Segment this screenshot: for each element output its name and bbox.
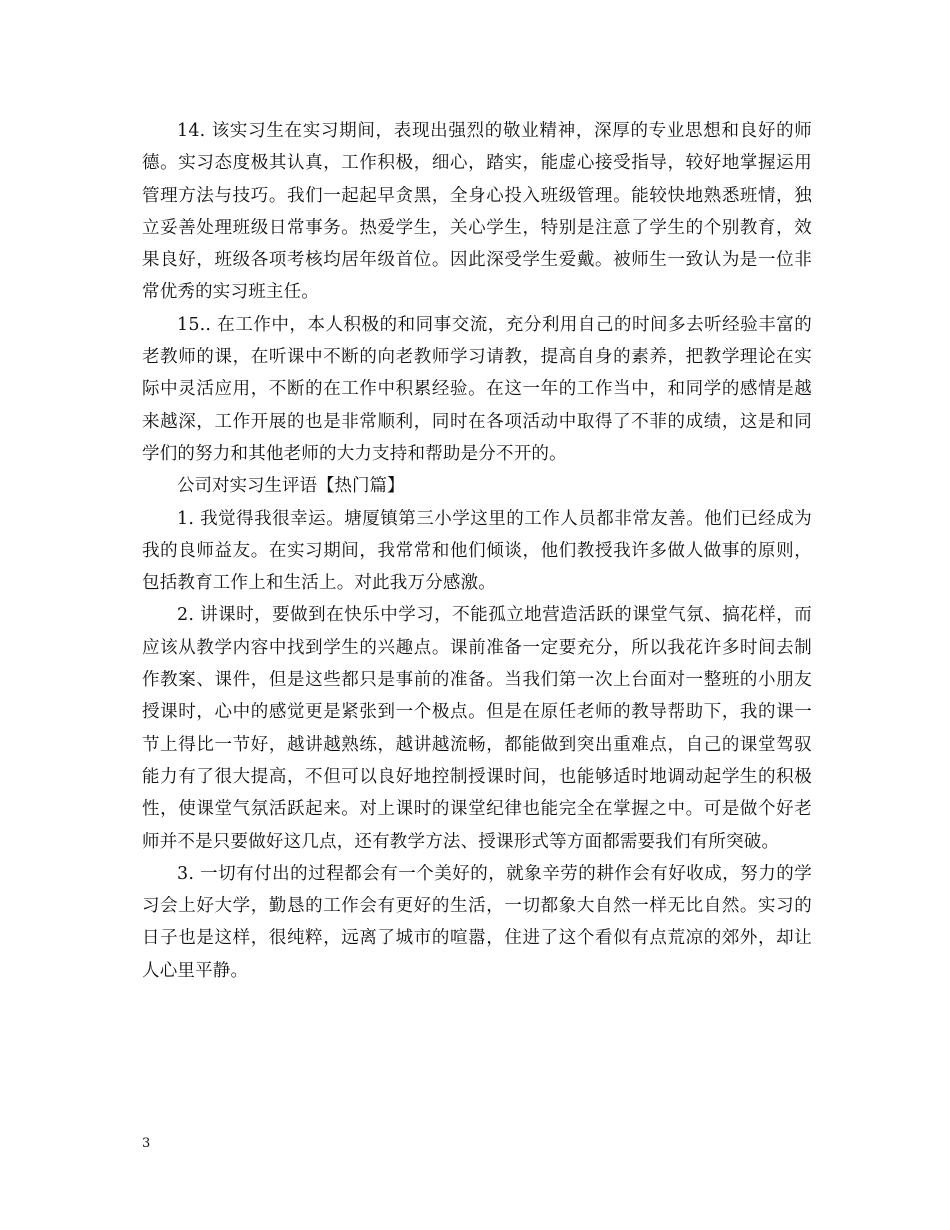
page-number: 3 [142,1136,151,1151]
document-body [142,115,812,987]
paragraph-15: 15.. 在工作中，本人积极的和同事交流，充分利用自己的时间多去听经验丰富的老教师的课，在听课中不断的向老教师学习请教，提高自身的素养，把教学理论在实际中灵活应用，不断的在工作中积累经验。在这一年的工作当中，和同学的感情是越来越深，工作开展的也是非常顺利，同时在各项活动中取得了不菲的成绩，这是和同学们的努力和其他老师的大力支持和帮助是分不开的。 [142,314,812,464]
paragraph-3: 3. 一切有付出的过程都会有一个美好的，就象辛劳的耕作会有好收成，努力的学习会上好大学，勤恳的工作会有更好的生活，一切都象大自然一样无比自然。实习的日子也是这样，很纯粹，远离了城市的喧嚣，住进了这个看似有点荒凉的郊外，却让人心里平静。 [142,863,812,981]
paragraph-1: 1. 我觉得我很幸运。塘厦镇第三小学这里的工作人员都非常友善。他们已经成为我的良师益友。在实习期间，我常常和他们倾谈，他们教授我许多做人做事的原则，包括教育工作上和生活上。对此我万分感激。 [142,508,812,594]
paragraph-2: 2. 讲课时，要做到在快乐中学习，不能孤立地营造活跃的课堂气氛、搞花样，而应该从教学内容中找到学生的兴趣点。课前准备一定要充分，所以我花许多时间去制作教案、课件，但是这些都只是事前的准备。当我们第一次上台面对一整班的小朋友授课时，心中的感觉更是紧张到一个极点。但是在原任老师的教导帮助下，我的课一节上得比一节好，越讲越熟练，越讲越流畅，都能做到突出重难点，自己的课堂驾驭能力有了很大提高，不但可以良好地控制授课时间，也能够适时地调动起学生的积极性，使课堂气氛活跃起来。对上课时的课堂纪律也能完全在掌握之中。可是做个好老师并不是只要做好这几点，还有教学方法、授课形式等方面都需要我们有所突破。 [142,605,812,852]
paragraph-14: 14. 该实习生在实习期间，表现出强烈的敬业精神，深厚的专业思想和良好的师德。实习态度极其认真，工作积极，细心，踏实，能虚心接受指导，较好地掌握运用管理方法与技巧。我们一起起早贪黑，全身心投入班级管理。能较快地熟悉班情，独立妥善处理班级日常事务。热爱学生，关心学生，特别是注意了学生的个别教育，效果良好，班级各项考核均居年级首位。因此深受学生爱戴。被师生一致认为是一位非常优秀的实习班主任。 [142,121,812,303]
section-heading: 公司对实习生评语【热门篇】 [177,476,405,497]
